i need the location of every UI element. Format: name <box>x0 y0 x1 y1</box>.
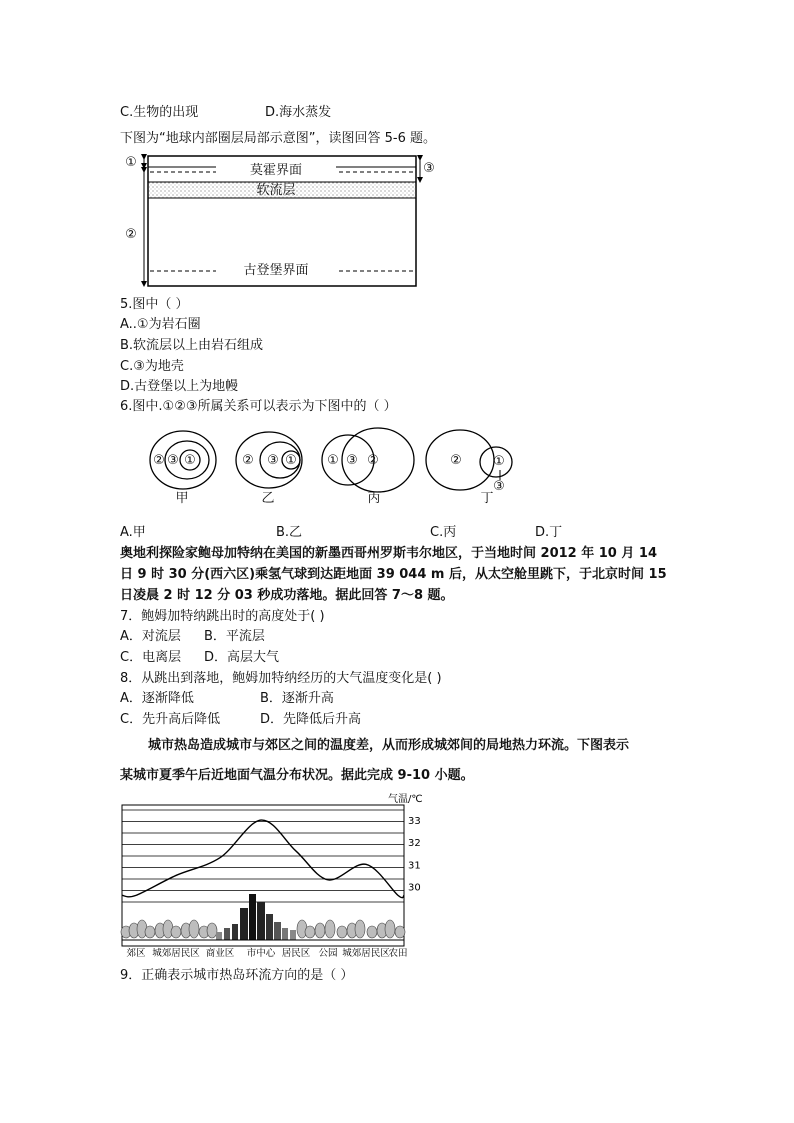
layer-marker-1: ① <box>125 155 137 170</box>
q6-option-d: D.丁 <box>535 525 563 540</box>
y-tick-label: 32 <box>408 838 421 850</box>
q7-option-c: C．电离层 <box>120 650 182 665</box>
q6-option-c: C.丙 <box>430 525 457 540</box>
cityscape-shape <box>216 932 222 940</box>
q6-option-b: B.乙 <box>276 525 303 540</box>
q7-stem: 7．鲍姆加特纳跳出时的高度处于( ) <box>120 609 325 624</box>
venn-jia-marker-b: ③ <box>167 453 179 468</box>
temperature-chart-svg <box>116 790 446 960</box>
venn-diagrams <box>140 426 540 506</box>
intro-5-6: 下图为“地球内部圈层局部示意图”，读图回答 5-6 题。 <box>120 131 436 146</box>
cityscape-shape <box>171 926 181 938</box>
q6-stem: 6.图中.①②③所属关系可以表示为下图中的（ ） <box>120 399 397 414</box>
cityscape-shape <box>385 920 395 938</box>
q4-option-c: C.生物的出现 <box>120 105 199 120</box>
cityscape-shape <box>395 926 405 938</box>
venn-bing-caption: 丙 <box>367 491 381 506</box>
cityscape-shape <box>274 922 281 940</box>
venn-yi-caption: 乙 <box>261 491 275 506</box>
x-category-label: 农田 <box>388 948 408 959</box>
q5-option-d: D.古登堡以上为地幔 <box>120 379 239 394</box>
venn-jia-marker-a: ② <box>153 453 165 468</box>
cityscape-shape <box>207 923 217 938</box>
q9-stem: 9．正确表示城市热岛环流方向的是（ ） <box>120 968 354 983</box>
q7-option-a: A．对流层 <box>120 629 181 644</box>
venn-jia-marker-c: ① <box>184 453 196 468</box>
passage-7-8-line2: 日 9 时 30 分(西六区)乘氢气球到达距地面 39 044 m 后，从太空舱里跳下，于北京时间 15 <box>120 567 667 582</box>
moho-label: 莫霍界面 <box>216 164 336 178</box>
x-category-label: 居民区 <box>281 948 311 959</box>
venn-jia-caption: 甲 <box>175 491 189 506</box>
temperature-chart <box>116 790 446 960</box>
cityscape-shape <box>257 902 265 940</box>
x-category-label: 城郊居民区 <box>342 948 390 959</box>
q5-option-a: A..①为岩石圈 <box>120 317 201 332</box>
x-category-label: 市中心 <box>246 948 276 959</box>
q8-option-d: D．先降低后升高 <box>260 712 362 727</box>
y-tick-labels <box>408 816 421 893</box>
q5-option-c: C.③为地壳 <box>120 359 184 374</box>
q7-option-b: B．平流层 <box>204 629 265 644</box>
q7-option-d: D．高层大气 <box>204 650 280 665</box>
temperature-series-line <box>122 820 404 898</box>
q8-option-a: A．逐渐降低 <box>120 691 194 706</box>
passage-9-10-line1: 城市热岛造成城市与郊区之间的温度差，从而形成城郊间的局地热力环流。下图表示 <box>148 738 630 753</box>
q6-option-a: A.甲 <box>120 525 146 540</box>
chart-grid <box>122 810 404 902</box>
y-tick-label: 31 <box>408 860 421 872</box>
q5-stem: 5.图中（ ） <box>120 297 189 312</box>
earth-layers-figure <box>120 150 440 290</box>
y-tick-label: 33 <box>408 816 421 828</box>
venn-yi-marker-b: ③ <box>267 453 279 468</box>
passage-7-8-line1: 奥地利探险家鲍母加特纳在美国的新墨西哥州罗斯韦尔地区，于当地时间 2012 年 10 月 14 <box>120 546 657 561</box>
cityscape-illustration <box>121 894 405 940</box>
cityscape-shape <box>189 920 199 938</box>
asthenosphere-label: 软流层 <box>256 183 296 198</box>
x-category-label: 商业区 <box>205 948 235 959</box>
x-category-label: 公园 <box>318 948 338 959</box>
cityscape-shape <box>282 928 288 940</box>
venn-ding-marker-c: ③ <box>493 479 505 494</box>
venn-bing-marker-c: ② <box>367 453 379 468</box>
passage-9-10-line2: 某城市夏季午后近地面气温分布状况。据此完成 9-10 小题。 <box>120 768 474 783</box>
y-axis-label: 气温/℃ <box>388 794 423 805</box>
cityscape-shape <box>337 926 347 938</box>
venn-ding-marker-a: ② <box>450 453 462 468</box>
cityscape-shape <box>240 908 248 940</box>
cityscape-shape <box>232 924 238 940</box>
layer-marker-2: ② <box>125 227 137 242</box>
passage-7-8-line3: 日凌晨 2 时 12 分 03 秒成功落地。据此回答 7～8 题。 <box>120 588 454 603</box>
x-category-label: 城郊居民区 <box>152 948 200 959</box>
cityscape-shape <box>290 930 296 940</box>
cityscape-shape <box>305 926 315 938</box>
venn-yi-marker-c: ① <box>285 453 297 468</box>
q8-option-c: C．先升高后降低 <box>120 712 221 727</box>
cityscape-shape <box>266 914 273 940</box>
x-category-labels <box>126 947 407 959</box>
q8-option-b: B．逐渐升高 <box>260 691 334 706</box>
venn-ding-caption: 丁 <box>480 491 494 506</box>
gutenberg-label: 古登堡界面 <box>216 264 336 278</box>
cityscape-shape <box>145 926 155 938</box>
x-category-label: 郊区 <box>126 948 146 959</box>
cityscape-shape <box>249 894 256 940</box>
q5-option-b: B.软流层以上由岩石组成 <box>120 338 264 353</box>
venn-yi-marker-a: ② <box>242 453 254 468</box>
cityscape-shape <box>355 920 365 938</box>
cityscape-shape <box>315 923 325 938</box>
cityscape-shape <box>367 926 377 938</box>
y-tick-label: 30 <box>408 882 421 894</box>
cityscape-shape <box>224 928 230 940</box>
cityscape-shape <box>325 920 335 938</box>
venn-ding-marker-b: ① <box>493 454 505 469</box>
q4-option-d: D.海水蒸发 <box>265 105 332 120</box>
venn-bing-marker-b: ③ <box>346 453 358 468</box>
q8-stem: 8．从跳出到落地，鲍姆加特纳经历的大气温度变化是( ) <box>120 671 442 686</box>
layer-marker-3: ③ <box>423 161 435 176</box>
venn-bing-marker-a: ① <box>327 453 339 468</box>
